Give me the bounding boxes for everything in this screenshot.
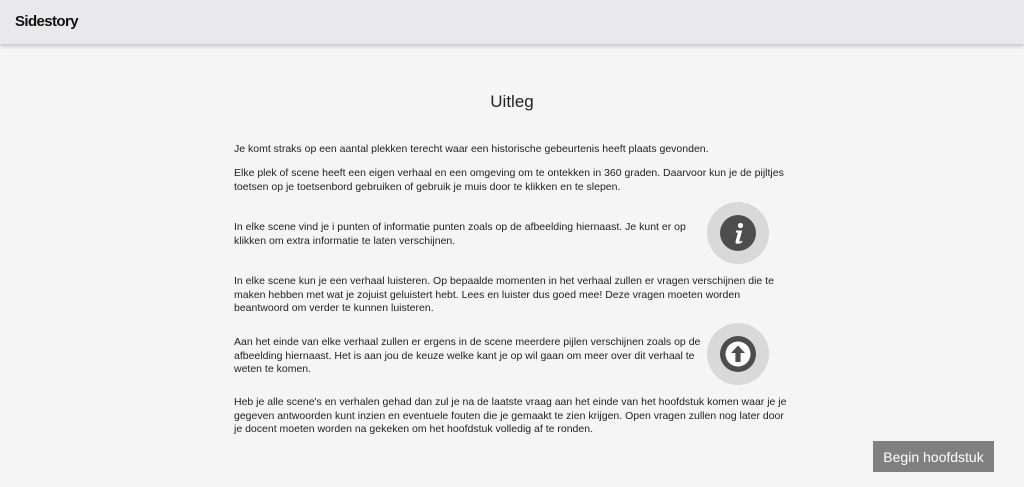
logo[interactable]: Sidestory — [15, 13, 78, 30]
instruction-paragraph-1: Je komt straks op een aantal plekken terecht waar een historische gebeurtenis heeft plaats gevonden. — [234, 143, 709, 155]
top-bar — [0, 0, 1024, 44]
arrow-glyph — [720, 336, 756, 372]
page-title: Uitleg — [490, 92, 534, 111]
info-icon — [707, 202, 769, 264]
info-glyph — [720, 215, 756, 251]
instruction-paragraph-2: Elke plek of scene heeft een eigen verhaal en een omgeving om te ontekken in 360 graden. Daarvoor kun je de pijltjes toetsen op je toetsenbord gebruiken of gebruik je muis door te klikken en te slepen. — [234, 167, 784, 193]
instruction-paragraph-4: In elke scene kun je een verhaal luisteren. Op bepaalde momenten in het verhaal zullen er vragen verschijnen die te maken hebben met wat je zojuist geluistert hebt. Lees en luister dus goed mee! Deze vragen moeten worden beantwoord om verder te kunnen luisteren. — [234, 275, 774, 314]
instruction-paragraph-5: Aan het einde van elke verhaal zullen er ergens in de scene meerdere pijlen verschijnen zoals op de afbeelding hiernaast. Het is aan jou de keuze welke kant je op wil gaan om meer over dit verhaal te weten te komen. — [234, 336, 701, 375]
begin-chapter-button[interactable]: Begin hoofdstuk — [873, 441, 994, 472]
instruction-paragraph-6: Heb je alle scene's en verhalen gehad dan zul je na de laatste vraag aan het einde van het hoofdstuk komen waar je je gegeven antwoorden kunt inzien en eventuele fouten die je gemaakt te zien krijgen. Open vragen zullen nog later door je docent moeten worden na gekeken om het hoofdstuk volledig af te ronden. — [234, 396, 787, 435]
arrow-up-icon — [707, 323, 769, 385]
instruction-paragraph-3: In elke scene vind je i punten of informatie punten zoals op de afbeelding hiernaast. Je kunt er op klikken om extra informatie te laten verschijnen. — [234, 221, 686, 247]
